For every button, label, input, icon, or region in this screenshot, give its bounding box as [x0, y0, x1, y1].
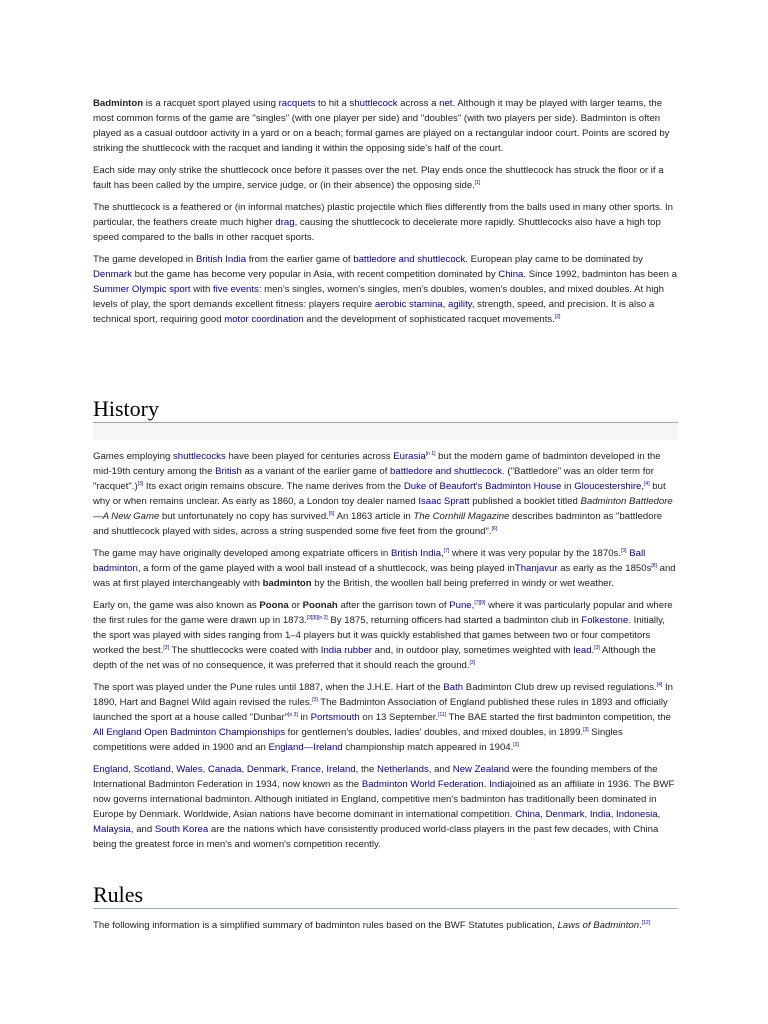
text-run: in: [561, 481, 575, 492]
text-run: .: [483, 779, 490, 790]
text-run: , causing the shuttlecock to decelerate more rapidly. Shuttlecocks also have a high top speed compared to the balls in other racquet sports.: [93, 217, 661, 243]
citation[interactable]: [3]: [513, 741, 519, 748]
text-run: are the nations which have consistently produced world-class players in the past few decades, with China being the greatest force in men's and women's competition recently.: [93, 824, 659, 850]
text-run: Laws of Badminton: [557, 920, 640, 931]
text-run: but unfortunately no copy has survived.: [159, 511, 329, 522]
text-run: Its exact origin remains obscure. The name derives from the: [143, 481, 404, 492]
link-drag[interactable]: drag: [275, 217, 295, 228]
text-run: and was at first played interchangeably with: [93, 563, 676, 589]
text-run: where it was particularly popular and where the first rules for the game were drawn up in 1873.: [93, 600, 673, 626]
link-ball-badminton[interactable]: Ball badminton: [93, 548, 646, 574]
history-paragraph-4: [93, 680, 678, 755]
text-run: Badminton Club drew up revised regulations.: [463, 682, 657, 693]
citation[interactable]: [1]: [474, 179, 481, 186]
text-run: from the earlier game of: [246, 254, 354, 265]
citation[interactable]: [3]: [594, 644, 600, 651]
link-canada[interactable]: Canada: [207, 764, 242, 775]
text-run: published a booklet titled: [469, 496, 581, 507]
link-china[interactable]: China: [515, 809, 541, 820]
text-run: on 13 September.: [359, 712, 439, 723]
link-bath[interactable]: Bath: [443, 682, 464, 693]
text-run: where it was very popular by the 1870s.: [449, 548, 622, 559]
text-run: The BAE started the first badminton competition, the: [446, 712, 671, 723]
link-pune[interactable]: Pune: [449, 600, 472, 611]
text-run: , and: [130, 824, 155, 835]
citation[interactable]: [11]: [438, 711, 447, 718]
citation[interactable]: [7][9]: [474, 599, 486, 606]
link-scotland[interactable]: Scotland: [133, 764, 171, 775]
text-run: as early as the 1850s: [557, 563, 652, 574]
text-run: .: [591, 645, 595, 656]
citation[interactable]: [12]: [641, 919, 651, 926]
text-run: badminton: [262, 578, 312, 589]
rules-heading: Rules: [93, 882, 678, 909]
link-india[interactable]: India: [489, 779, 510, 790]
text-run: Games employing: [93, 451, 173, 462]
text-run: but the game has become very popular in Asia, with recent competition dominated by: [131, 269, 499, 280]
citation[interactable]: [5]: [328, 510, 335, 517]
link-summer-olympic-sport[interactable]: Summer Olympic sport: [93, 284, 191, 295]
link-ireland[interactable]: Ireland: [326, 764, 356, 775]
text-run: Early on, the game was also known as: [93, 600, 260, 611]
text-run: describes badminton as "battledore and shuttlecock played with sides, across a string suspended some five feet from the ground".: [93, 511, 663, 537]
citation[interactable]: [3]: [621, 547, 627, 554]
text-run: The shuttlecock is a feathered or (in informal matches) plastic projectile which flies differently from the balls used in many other sports. In particular, the feathers create much higher: [93, 202, 673, 228]
text-run: but the modern game of badminton developed in the mid-19th century among the: [93, 451, 661, 477]
citation[interactable]: [6]: [491, 525, 498, 532]
text-run: , and: [428, 764, 453, 775]
link-battledore[interactable]: battledore and shuttlecock: [390, 466, 503, 477]
text-run: ,: [320, 764, 327, 775]
link-malaysia[interactable]: Malaysia: [93, 824, 131, 835]
citation[interactable]: [4]: [644, 480, 650, 487]
text-run: ,: [641, 481, 645, 492]
link-folkestone[interactable]: Folkestone: [581, 615, 629, 626]
rules-section: [93, 918, 678, 933]
citation[interactable]: [3]: [469, 659, 476, 666]
text-run: with: [190, 284, 213, 295]
text-run: Poonah: [302, 600, 338, 611]
link-five-events[interactable]: five events: [212, 284, 259, 295]
text-run: ,: [610, 809, 617, 820]
text-run: . Although it may be played with larger teams, the most common forms of the game are "singles" (with one player per side) and "doubles" (with two players per side). Badminton is often played as a casual outdoor activity in a yard or on a beach; formal games are played on a rectangular indoor court. Points are scored by striking the shuttlecock with the racquet and landing it within the opposing side's half of the court.: [93, 98, 670, 154]
text-run: Singles competitions were added in 1900 and an: [93, 727, 623, 753]
text-run: or: [288, 600, 303, 611]
text-run: In 1890, Hart and Bagnel Wild again revised the rules.: [93, 682, 673, 708]
text-run: : men's singles, women's singles, men's doubles, women's doubles, and mixed doubles. At high levels of play, the sport demands excellent fitness: players require: [93, 284, 664, 310]
text-run: championship match appeared in 1904.: [342, 742, 514, 753]
link-denmark[interactable]: Denmark: [93, 269, 132, 280]
text-run: by the British, the woollen ball being preferred in windy or wet weather.: [311, 578, 614, 589]
link-netherlands[interactable]: Netherlands: [377, 764, 429, 775]
text-run: Badminton Battledore—A New Game: [93, 496, 673, 522]
text-run: . ("Battledore" was an older term for "racquet".): [93, 466, 654, 492]
link-france[interactable]: France: [291, 764, 321, 775]
text-run: The Cornhill Magazine: [413, 511, 510, 522]
link-british-india[interactable]: British India: [390, 548, 442, 559]
link-agility[interactable]: agility: [448, 299, 472, 310]
link-eurasia[interactable]: Eurasia: [393, 451, 426, 462]
text-run: ,: [202, 764, 208, 775]
link-denmark[interactable]: Denmark: [545, 809, 585, 820]
link-england-ireland[interactable]: England—Ireland: [268, 742, 343, 753]
link-gloucestershire[interactable]: Gloucestershire: [574, 481, 642, 492]
text-run: The game may have originally developed among expatriate officers in: [93, 548, 391, 559]
link-south-korea[interactable]: South Korea: [154, 824, 209, 835]
text-run: The shuttlecocks were coated with: [168, 645, 321, 656]
text-run: ,: [441, 548, 444, 559]
link-aerobic-stamina[interactable]: aerobic stamina: [374, 299, 443, 310]
link-shuttlecock[interactable]: shuttlecock: [349, 98, 398, 109]
history-heading: History: [93, 396, 678, 423]
text-run: to hit a: [315, 98, 350, 109]
citation[interactable]: [n 1]: [425, 450, 436, 457]
history-paragraph-2: [93, 546, 678, 591]
text-run: ,: [170, 764, 177, 775]
citation[interactable]: [3]: [163, 644, 169, 651]
link-india-rubber[interactable]: India rubber: [320, 645, 372, 656]
link-china[interactable]: China: [498, 269, 524, 280]
citation[interactable]: [3]: [312, 696, 318, 703]
link-british-india[interactable]: British India: [195, 254, 247, 265]
text-run: , the: [355, 764, 378, 775]
link-battledore[interactable]: battledore and shuttlecock: [353, 254, 466, 265]
link-isaac-spratt[interactable]: Isaac Spratt: [418, 496, 470, 507]
text-run: .: [639, 920, 642, 931]
text-run: ,: [584, 809, 590, 820]
text-run: and, in outdoor play, sometimes weighted with: [371, 645, 574, 656]
link-england[interactable]: England: [93, 764, 129, 775]
link-wales[interactable]: Wales: [176, 764, 203, 775]
intro-paragraph-1: [93, 96, 678, 156]
link-bwf[interactable]: Badminton World Federation: [361, 779, 484, 790]
text-run: ,: [657, 809, 661, 820]
link-badminton-house[interactable]: Badminton House: [485, 481, 562, 492]
text-run: ,: [442, 299, 448, 310]
link-denmark[interactable]: Denmark: [246, 764, 286, 775]
text-run: as a variant of the earlier game of: [241, 466, 391, 477]
citation[interactable]: [3]: [137, 480, 144, 487]
text-run: ,: [540, 809, 546, 820]
text-run: ,: [241, 764, 247, 775]
text-run: and the development of sophisticated racquet movements.: [303, 314, 555, 325]
history-heading-band: [93, 421, 678, 440]
history-paragraph-3: [93, 598, 678, 673]
history-section: [93, 449, 678, 852]
link-indonesia[interactable]: Indonesia: [616, 809, 658, 820]
text-run: were the founding members of the International Badminton Federation in 1934, now known as the: [93, 764, 658, 790]
text-run: in: [297, 712, 311, 723]
text-run: , strength, speed, and precision. It is also a technical sport, requiring good: [93, 299, 655, 325]
text-run: for gentlemen's doubles, ladies' doubles, and mixed doubles, in 1899.: [285, 727, 584, 738]
text-run: Although the depth of the net was of no consequence, it was preferred that it should reach the ground.: [93, 645, 656, 671]
text-run: Badminton: [93, 98, 144, 109]
citation[interactable]: [8]: [651, 562, 657, 569]
rules-paragraph-1: [93, 918, 678, 933]
link-india[interactable]: India: [589, 809, 611, 820]
citation[interactable]: [3]: [583, 726, 589, 733]
text-run: By 1875, returning officers had started a badminton club in: [327, 615, 582, 626]
intro-paragraph-3: [93, 200, 678, 245]
text-run: is a racquet sport played using: [143, 98, 279, 109]
text-run: have been played for centuries across: [225, 451, 394, 462]
text-run: An 1863 article in: [334, 511, 414, 522]
text-run: joined as an affiliate in 1936. The BWF now governs international badminton. Although initiated in England, competitive men's badminton has traditionally been dominated in Europe by Denmark. Worldwide, Asian nations have become dominant in international competition.: [93, 779, 675, 820]
history-paragraph-1: [93, 449, 678, 539]
link-all-england-open[interactable]: All England Open Badminton Championships: [93, 727, 285, 738]
text-run: . Since 1992, badminton has been a: [523, 269, 677, 280]
text-run: ,: [471, 600, 475, 611]
text-run: across a: [397, 98, 440, 109]
text-run: The Badminton Association of England published these rules in 1893 and officially launched the sport at a house called "Dunbar": [93, 697, 668, 723]
link-new-zealand[interactable]: New Zealand: [452, 764, 510, 775]
link-portsmouth[interactable]: Portsmouth: [310, 712, 360, 723]
link-shuttlecocks[interactable]: shuttlecocks: [172, 451, 226, 462]
intro-paragraph-4: [93, 252, 678, 327]
text-run: ,: [285, 764, 292, 775]
link-motor-coordination[interactable]: motor coordination: [224, 314, 304, 325]
intro-paragraph-2: [93, 163, 678, 193]
citation[interactable]: [7]: [443, 547, 450, 554]
history-paragraph-5: [93, 762, 678, 852]
text-run: but why or when remains unclear. As early as 1860, a London toy dealer named: [93, 481, 666, 507]
text-run: . Initially, the sport was played with sides ranging from 1–4 players but it was quickly established that games between two or four competitors worked the best.: [93, 615, 665, 656]
text-run: ,: [128, 764, 134, 775]
link-british[interactable]: British: [215, 466, 242, 477]
text-run: . European play came to be dominated by: [465, 254, 643, 265]
text-run: The game developed in: [93, 254, 196, 265]
link-racquets[interactable]: racquets: [278, 98, 316, 109]
link-duke-of-beaufort[interactable]: Duke of Beaufort's: [403, 481, 483, 492]
text-run: The following information is a simplified summary of badminton rules based on the BWF Statutes publication,: [93, 920, 558, 931]
text-run: after the garrison town of: [337, 600, 450, 611]
link-lead[interactable]: lead: [573, 645, 592, 656]
intro-section: [93, 96, 678, 327]
citation[interactable]: [4]: [656, 681, 663, 688]
text-run: , a form of the game played with a wool ball instead of a shuttlecock, was being played in: [137, 563, 515, 574]
citation[interactable]: [2]: [554, 313, 561, 320]
link-net[interactable]: net: [439, 98, 453, 109]
text-run: The sport was played under the Pune rules until 1887, when the J.H.E. Hart of the: [93, 682, 444, 693]
link-thanjavur[interactable]: Thanjavur: [514, 563, 558, 574]
citation[interactable]: [n 3]: [288, 711, 298, 718]
text-run: Poona: [259, 600, 289, 611]
text-run: Each side may only strike the shuttlecock once before it passes over the net. Play ends once the shuttlecock has struck the floor or if a fault has been called by the umpire, service judge, or (in their absence) the opposing side.: [93, 165, 664, 191]
citation[interactable]: [3][8][n 2]: [306, 614, 328, 621]
